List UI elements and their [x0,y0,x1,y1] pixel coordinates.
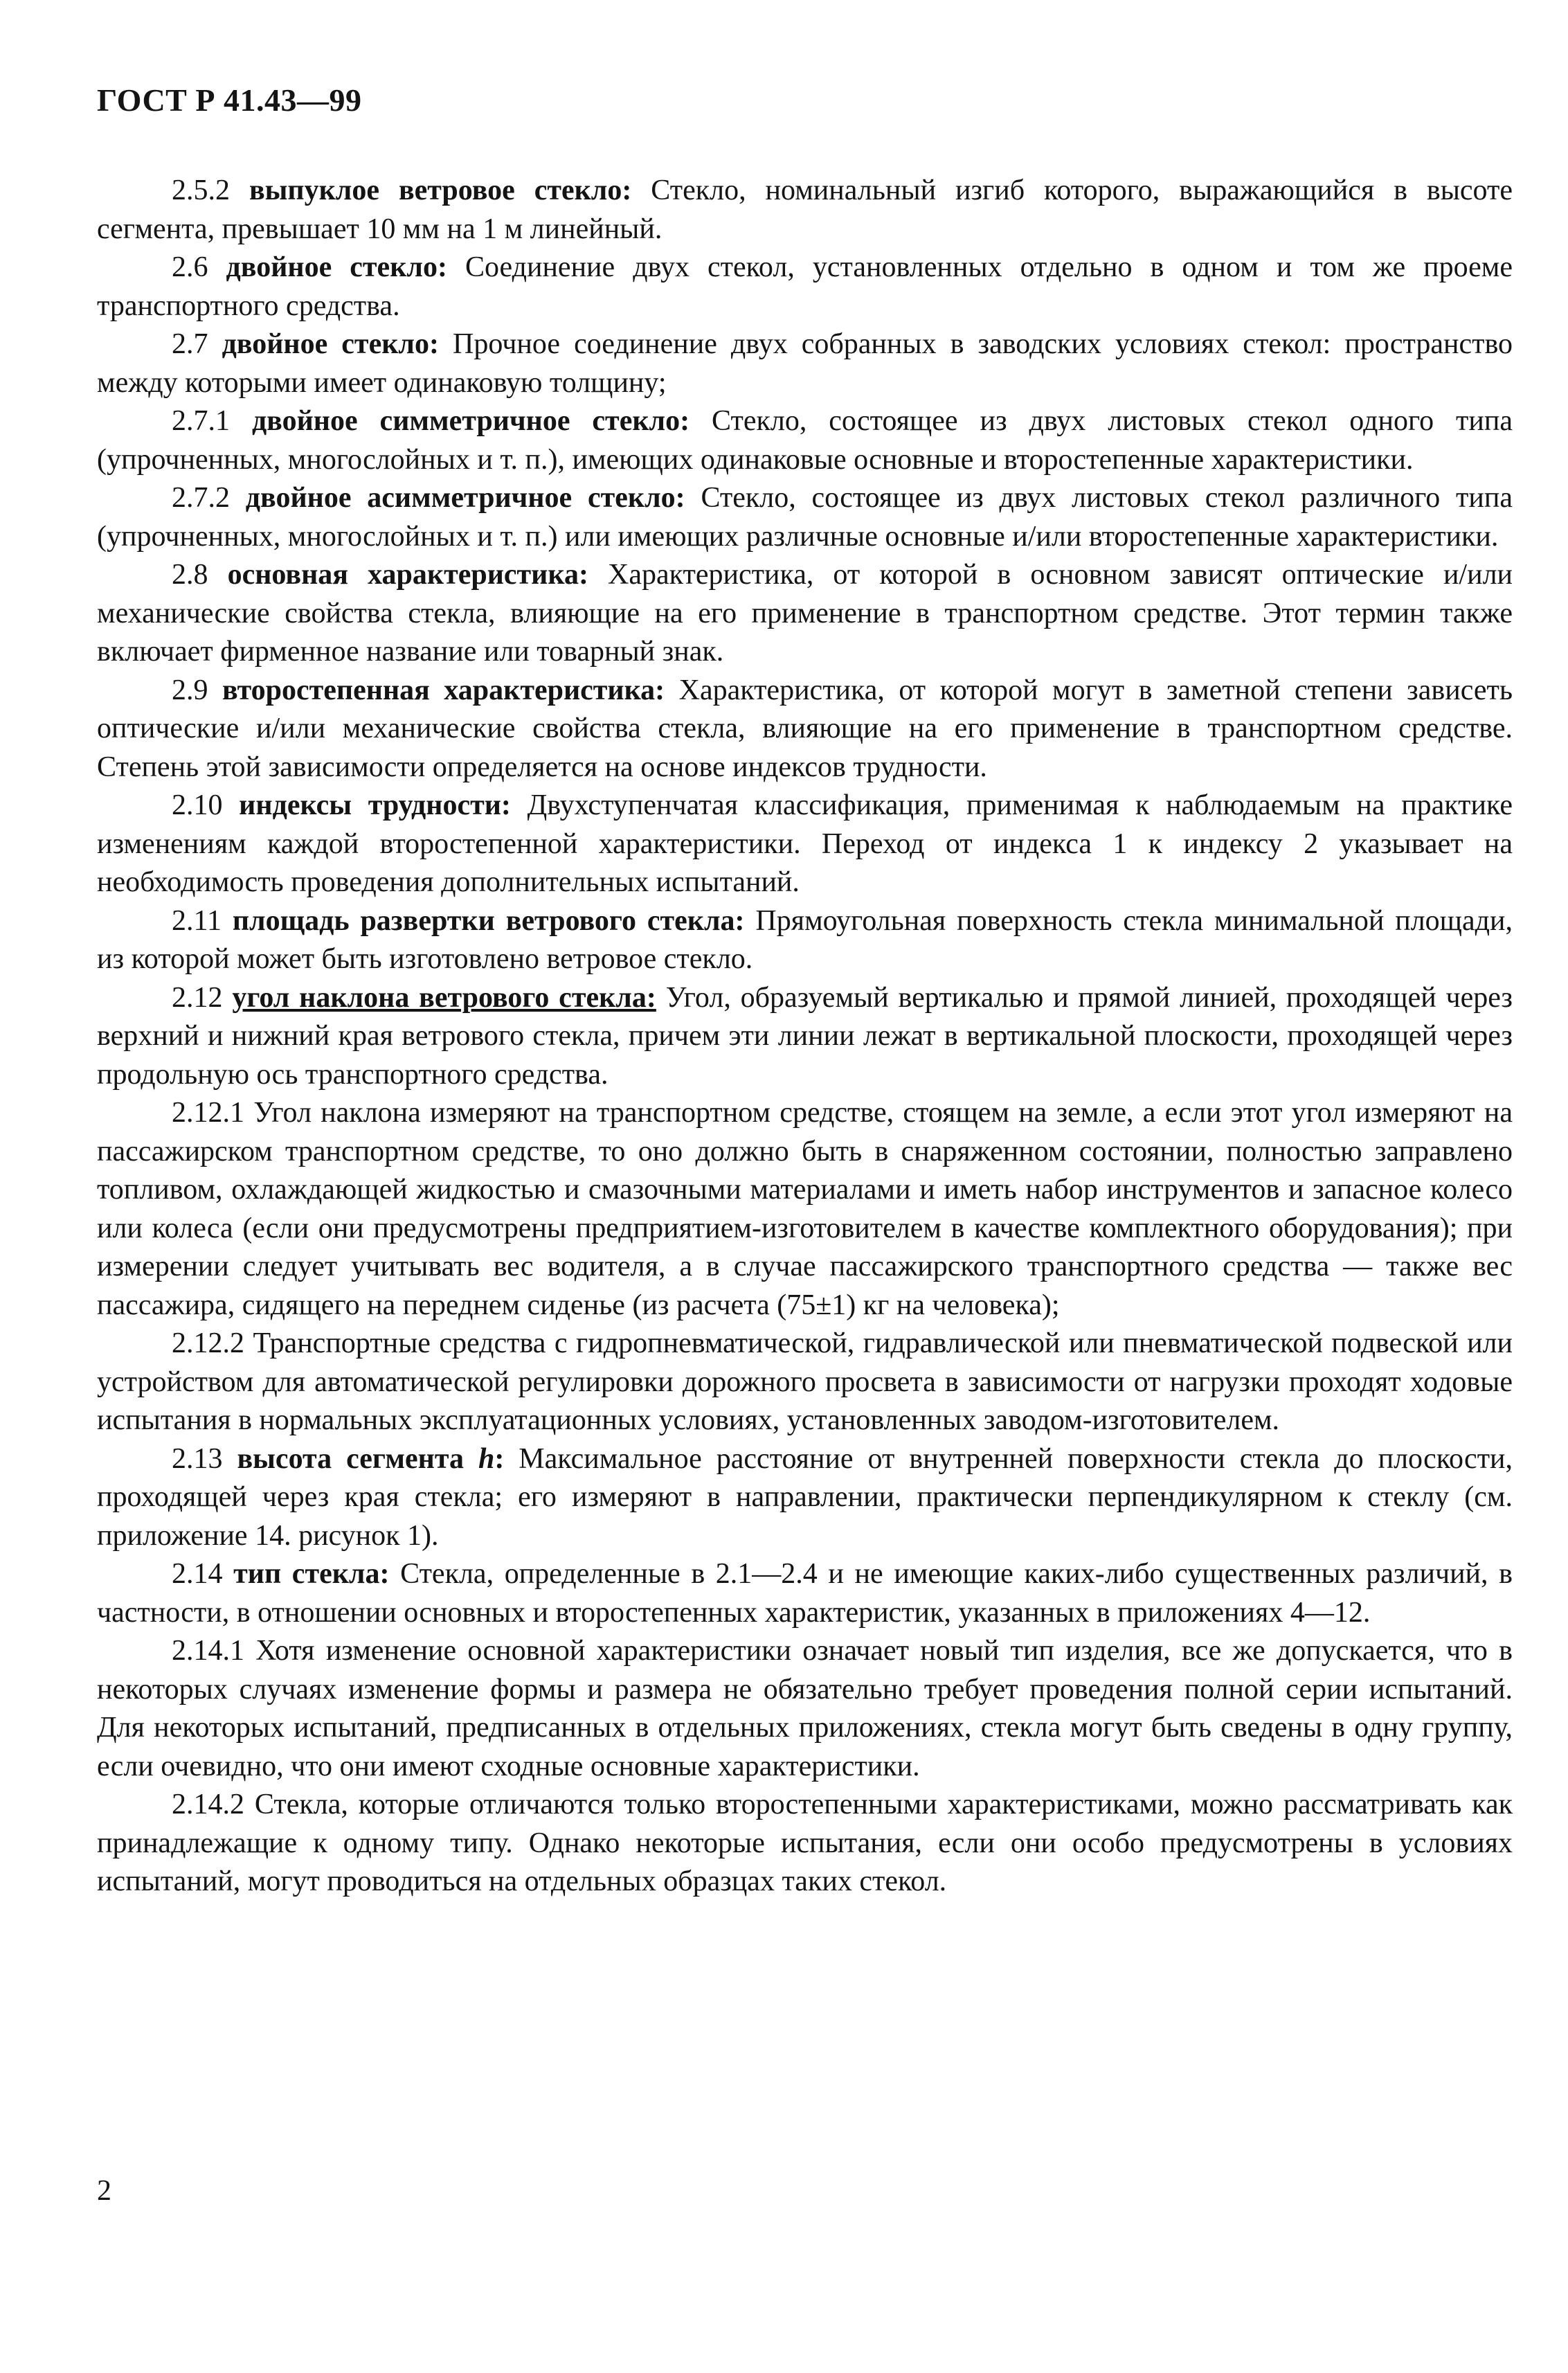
paragraph-text: Стекла, определенные в 2.1—2.4 и не имеющие каких-либо существенных различий, в частности, в отношении основных и второстепенных характеристик, указанных в приложениях 4—12. [97,1558,1513,1629]
paragraph-text: Прочное соединение двух собранных в заводских условиях стекол: пространство между которыми имеет одинаковую толщину; [97,328,1513,399]
page-header-doc-code: ГОСТ Р 41.43—99 [97,82,362,118]
paragraph-term: двойное стекло: [222,328,439,360]
paragraph-text: Стекло, номинальный изгиб которого, выражающийся в высоте сегмента, превышает 10 мм на 1 м линейный. [97,174,1513,245]
paragraph-text: Стекла, которые отличаются только второстепенными характеристиками, можно рассматривать как принадлежащие к одному типу. Однако некоторые испытания, если они особо предусмотрены в условиях испытаний, могут проводиться на отдельных образцах таких стекол. [97,1789,1513,1897]
paragraph-term: двойное стекло: [226,251,447,283]
paragraph-term: угол наклона ветрового стекла: [232,981,656,1014]
paragraph-2-11 [97,902,1513,979]
paragraph-number: 2.7.1 [172,405,230,437]
paragraph-number: 2.12 [172,981,223,1014]
paragraph-2-13 [97,1440,1513,1556]
paragraph-term: площадь развертки ветрового стекла: [232,904,745,937]
paragraph-number: 2.5.2 [172,174,230,206]
paragraph-text: Хотя изменение основной характеристики означает новый тип изделия, все же допускается, что в некоторых случаях изменение формы и размера не обязательно требует проведения полной серии испытаний. Для некоторых испытаний, предписанных в отдельных приложениях, стекла могут быть сведены в одну группу, если очевидно, что они имеют сходные основные характеристики. [97,1635,1513,1782]
paragraph-text: Максимальное расстояние от внутренней поверхности стекла до плоскости, проходящей через края стекла; его измеряют в направлении, практически перпендикулярном к стеклу (см. приложение 14. рисунок 1). [97,1442,1513,1552]
paragraph-number: 2.14.1 [172,1635,244,1667]
paragraph-2-7 [97,325,1513,402]
paragraph-text: Характеристика, от которой в основном зависят оптические и/или механические свойства стекла, влияющие на его применение в транспортном средстве. Этот термин также включает фирменное название или товарный знак. [97,559,1513,668]
paragraph-text: Прямоугольная поверхность стекла минимальной площади, из которой может быть изготовлено ветровое стекло. [97,904,1513,975]
paragraph-text: Стекло, состоящее из двух листовых стекол различного типа (упрочненных, многослойных и т. п.) или имеющих различные основные и/или второстепенные характеристики. [97,482,1513,553]
paragraph-text: Двухступенчатая классификация, применимая к наблюдаемым на практике изменениям каждой второстепенной характеристики. Переход от индекса 1 к индексу 2 указывает на необходимость проведения дополнительных испытаний. [97,789,1513,898]
paragraph-number: 2.8 [172,559,208,591]
paragraph-number: 2.12.2 [172,1327,244,1359]
paragraph-term: двойное асимметричное стекло: [245,482,685,514]
page-number: 2 [97,2175,111,2207]
paragraph-text: Соединение двух стекол, установленных отдельно в одном и том же проеме транспортного средства. [97,251,1513,322]
paragraph-2-12-2 [97,1325,1513,1440]
paragraph-number: 2.6 [172,251,208,283]
paragraph-term-symbol: h [478,1442,495,1475]
paragraph-number: 2.12.1 [172,1097,244,1129]
paragraph-2-7-1 [97,402,1513,479]
paragraph-text: Угол, образуемый вертикалью и прямой линией, проходящей через верхний и нижний края ветрового стекла, причем эти линии лежат в вертикальной плоскости, проходящей через продольную ось транспортного средства. [97,981,1513,1091]
paragraph-text: Угол наклона измеряют на транспортном средстве, стоящем на земле, а если этот угол измеряют на пассажирском транспортном средстве, то оно должно быть в снаряженном состоянии, полностью заправлено топливом, охлаждающей жидкостью и смазочными материалами и иметь набор инструментов и запасное колесо или колеса (если они предусмотрены предприятием-изготовителем в качестве комплектного оборудования); при измерении следует учитывать вес водителя, а в случае пассажирского транспортного средства — также вес пассажира, сидящего на переднем сиденье (из расчета (75±1) кг на человека); [97,1097,1513,1321]
paragraph-2-6 [97,249,1513,325]
paragraph-2-14-1 [97,1632,1513,1786]
paragraph-2-12 [97,979,1513,1095]
paragraph-number: 2.9 [172,674,208,706]
paragraph-2-14 [97,1555,1513,1632]
paragraph-2-14-2 [97,1786,1513,1901]
paragraph-2-12-1 [97,1094,1513,1325]
paragraph-term: тип стекла: [233,1558,390,1590]
paragraph-2-9 [97,672,1513,787]
paragraph-number: 2.7.2 [172,482,230,514]
paragraph-term: двойное симметричное стекло: [251,405,690,437]
paragraph-2-10 [97,787,1513,902]
document-body [97,172,1513,1901]
paragraph-text: Характеристика, от которой могут в заметной степени зависеть оптические и/или механические свойства стекла, влияющие на его применение в транспортном средстве. Степень этой зависимости определяется на основе индексов трудности. [97,674,1513,783]
paragraph-2-5-2 [97,172,1513,249]
paragraph-term: индексы трудности: [239,789,511,821]
paragraph-number: 2.13 [172,1442,223,1475]
paragraph-term: основная характеристика: [227,559,588,591]
paragraph-number: 2.11 [172,904,222,937]
paragraph-term-colon: : [494,1442,505,1475]
paragraph-number: 2.14 [172,1558,223,1590]
paragraph-term [237,1443,504,1475]
paragraph-number: 2.7 [172,328,208,360]
paragraph-text: Стекло, состоящее из двух листовых стекол одного типа (упрочненных, многослойных и т. п.), имеющих одинаковые основные и второстепенные характеристики. [97,405,1513,476]
paragraph-term-text: высота сегмента [237,1442,465,1475]
paragraph-2-8 [97,556,1513,672]
paragraph-number: 2.14.2 [172,1789,244,1820]
paragraph-2-7-2 [97,479,1513,556]
paragraph-term: второстепенная характеристика: [222,674,665,706]
paragraph-text: Транспортные средства с гидропневматической, гидравлической или пневматической подвеской или устройством для автоматической регулировки дорожного просвета в зависимости от нагрузки проходят ходовые испытания в нормальных эксплуатационных условиях, установленных заводом-изготовителем. [97,1327,1513,1436]
paragraph-term: выпуклое ветровое стекло: [249,174,632,206]
paragraph-number: 2.10 [172,789,223,821]
